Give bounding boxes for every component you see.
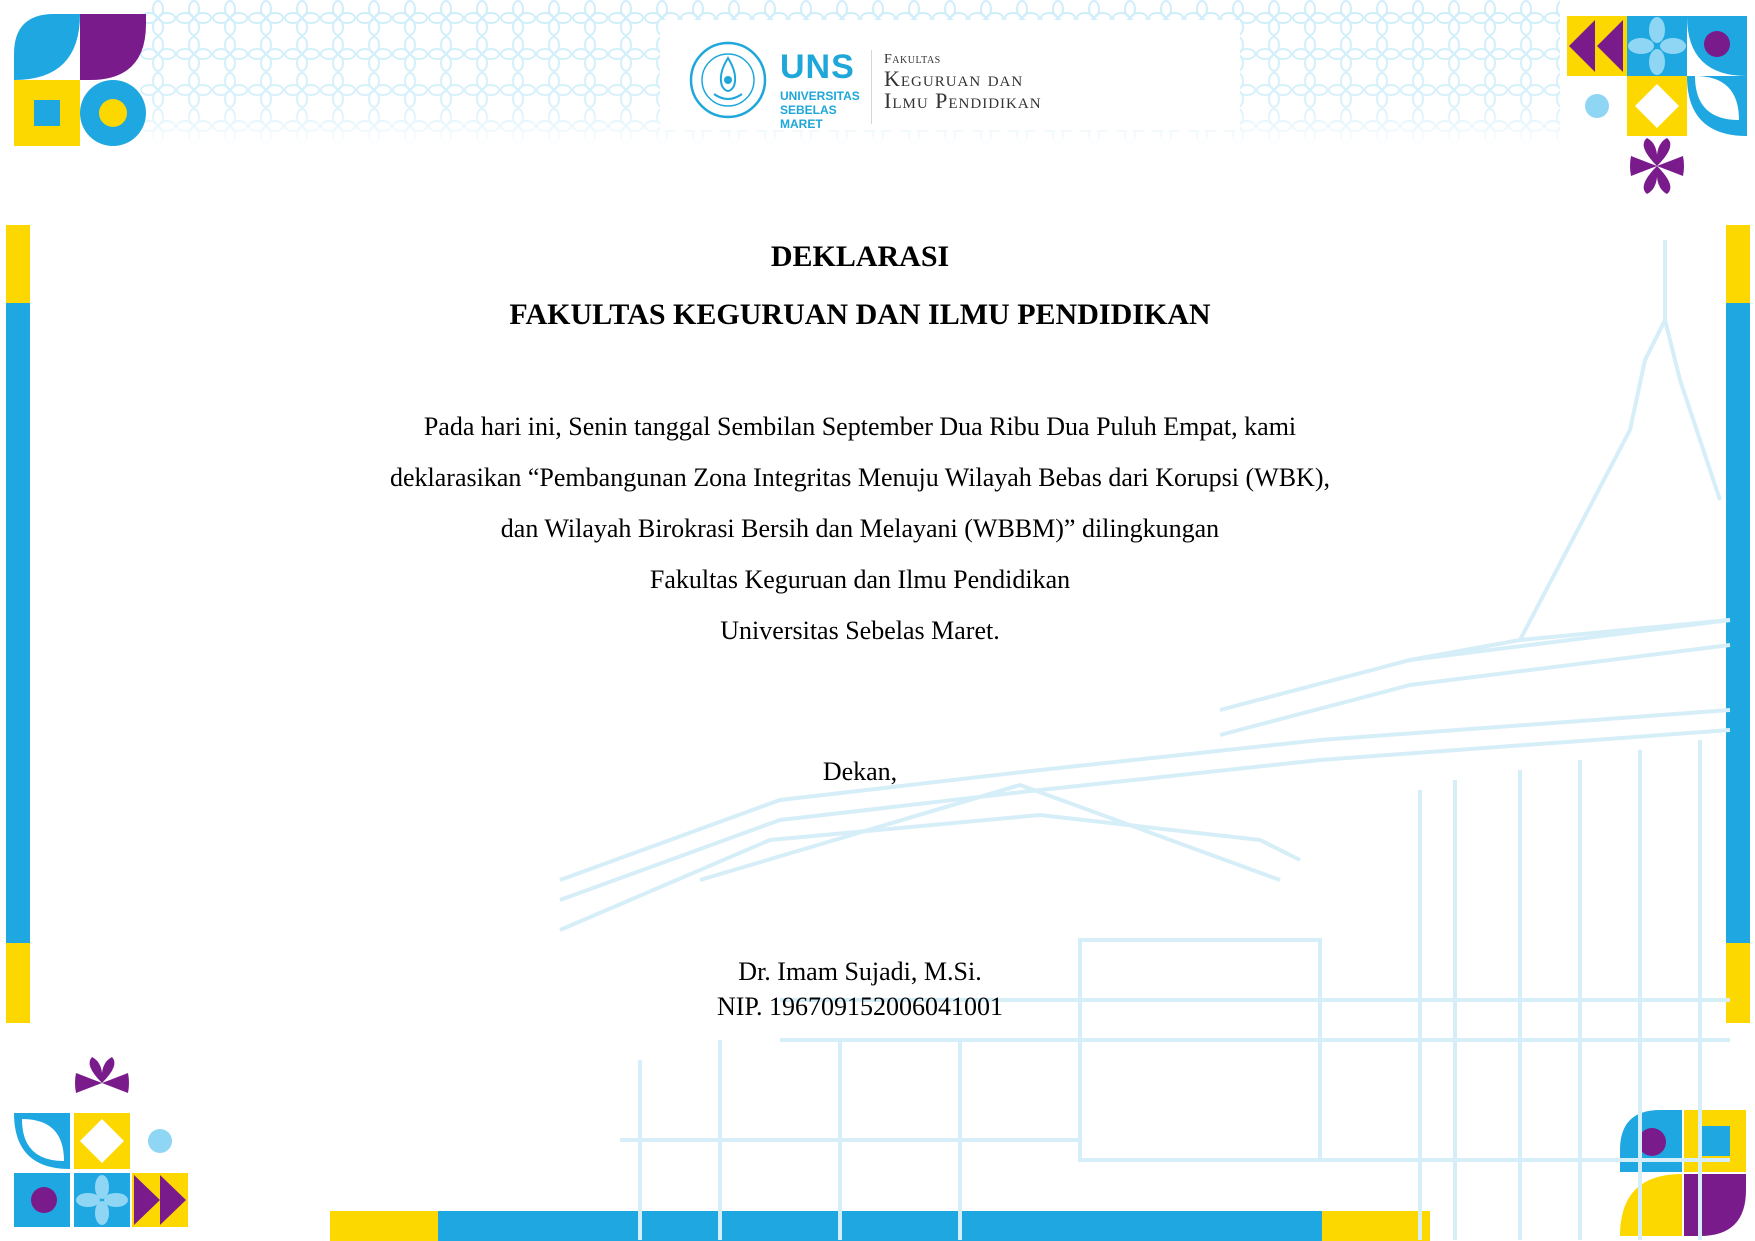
- signatory-name: Dr. Imam Sujadi, M.Si.: [738, 957, 982, 986]
- uns-seal-icon: [688, 40, 768, 120]
- logo-divider: [871, 50, 872, 124]
- faculty-logo: [688, 40, 1088, 150]
- body-line-3: dan Wilayah Birokrasi Bersih dan Melayani (WBBM)” dilingkungan: [500, 514, 1220, 543]
- uns-subtitle-line-2: SEBELAS MARET: [780, 103, 837, 131]
- document-subtitle: FAKULTAS KEGURUAN DAN ILMU PENDIDIKAN: [509, 298, 1211, 331]
- signatory-nip: NIP. 196709152006041001: [716, 992, 1003, 1021]
- signatory-role: Dekan,: [822, 757, 898, 786]
- faculty-name-line-1: Keguruan dan: [884, 66, 1024, 91]
- body-line-1: Pada hari ini, Senin tanggal Sembilan September Dua Ribu Dua Puluh Empat, kami: [423, 412, 1297, 441]
- document-title: DEKLARASI: [770, 240, 950, 273]
- faculty-label: Fakultas: [884, 52, 941, 67]
- corner-ornament-bottom-left: [14, 1055, 194, 1230]
- building-watermark: [520, 240, 1740, 1240]
- uns-wordmark: UNS: [780, 48, 855, 86]
- corner-ornament-top-right: [1567, 16, 1747, 196]
- uns-subtitle: [780, 89, 880, 131]
- left-side-bar: [6, 225, 30, 1023]
- body-line-5: Universitas Sebelas Maret.: [720, 616, 1000, 645]
- body-line-4: Fakultas Keguruan dan Ilmu Pendidikan: [649, 565, 1071, 594]
- uns-subtitle-line-1: UNIVERSITAS: [780, 89, 860, 103]
- body-line-2: deklarasikan “Pembangunan Zona Integritas Menuju Wilayah Bebas dari Korupsi (WBK),: [390, 463, 1330, 492]
- corner-ornament-top-left: [14, 14, 149, 149]
- faculty-name-line-2: Ilmu Pendidikan: [884, 88, 1042, 113]
